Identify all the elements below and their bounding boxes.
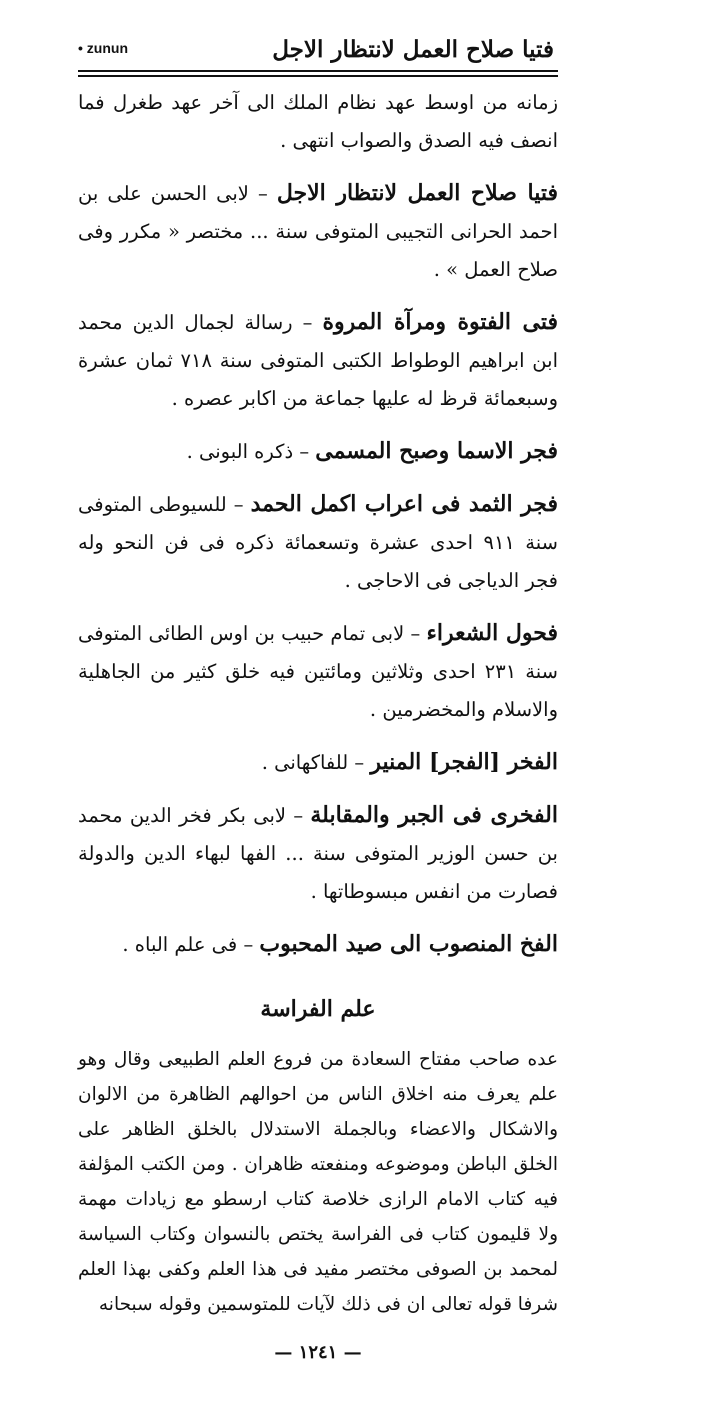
entry-text: – لابى الحسن على بن احمد الحرانى التجيبى المتوفى سنة ... مختصر « مكرر وفى صلاح العمل » . xyxy=(78,182,558,281)
entry xyxy=(78,925,558,964)
entry-headword: فتيا صلاح العمل لانتظار الاجل xyxy=(276,180,558,206)
entry xyxy=(78,796,558,911)
entry-text: – للسيوطى المتوفى سنة ٩١١ احدى عشرة وتسعمائة ذكره فى فن النحو وله فجر الدياجى فى الاحاجى . xyxy=(78,493,558,592)
entry-text: – رسالة لجمال الدين محمد ابن ابراهيم الوطواط الكتبى المتوفى سنة ٧١٨ ثمان عشرة وسبعمائة قرظ له عليها جماعة من اكابر عصره . xyxy=(78,311,558,410)
entry-text: – للفاكهانى . xyxy=(261,751,371,774)
section-title: علم الفراسة xyxy=(260,996,376,1022)
entry-text: – ذكره البونى . xyxy=(186,440,316,463)
entry-headword: الفخر [الفجر] المنير xyxy=(370,749,558,775)
header-rule-top xyxy=(78,70,558,72)
running-title: فتيا صلاح العمل لانتظار الاجل xyxy=(272,36,554,63)
entry-headword: الفخرى فى الجبر والمقابلة xyxy=(310,802,558,828)
header-rule-bottom xyxy=(78,75,558,77)
entry xyxy=(78,432,558,471)
continuation-paragraph: زمانه من اوسط عهد نظام الملك الى آخر عهد طغرل فما انصف فيه الصدق والصواب انتهى . xyxy=(78,91,558,152)
section-paragraph: عده صاحب مفتاح السعادة من فروع العلم الطبيعى وقال وهو علم يعرف منه اخلاق الناس من احوالهم الظاهرة من الالوان والاشكال والاعضاء وبالجملة الاستدلال بالخلق الظاهر على الخلق الباطن وموضوعه ومنفعته ظاهران . ومن الكتب المؤلفة فيه كتاب الامام الرازى خلاصة كتاب ارسطو مع زيادات مهمة ولا قليمون كتاب فى الفراسة يختص بالنسوان وكتاب السياسة لمحمد بن الصوفى مختصر مفيد فى هذا العلم وكفى بهذا العلم شرفا قوله تعالى ان فى ذلك لآيات للمتوسمين وقوله سبحانه xyxy=(78,1049,558,1315)
entry xyxy=(78,485,558,600)
page-number: — ١٢٤١ — xyxy=(274,1342,362,1363)
entry-headword: فجر الاسما وصبح المسمى xyxy=(315,438,558,464)
entry-text: – لابى بكر فخر الدين محمد بن حسن الوزير المتوفى سنة ... الفها لبهاء الدين والدولة فصارت من انفس مبسوطاتها . xyxy=(78,804,558,903)
entry-headword: فحول الشعراء xyxy=(426,620,558,646)
entry xyxy=(78,614,558,729)
entry xyxy=(78,174,558,289)
running-header xyxy=(78,30,558,74)
entry-headword: الفخ المنصوب الى صيد المحبوب xyxy=(259,931,558,957)
entry-headword: فجر الثمد فى اعراب اكمل الحمد xyxy=(250,491,558,517)
entry-headword: فتى الفتوة ومرآة المروة xyxy=(322,309,559,335)
entry-text: – لابى تمام حبيب بن اوس الطائى المتوفى سنة ٢٣١ احدى وثلاثين ومائتين فيه خلق كثير من الجاهلية والاسلام والمخضرمين . xyxy=(78,622,558,721)
entry-text: – فى علم الباه . xyxy=(122,933,260,956)
entry xyxy=(78,743,558,782)
header-left-mark: • zunun xyxy=(78,40,128,56)
page-body xyxy=(78,84,558,1322)
entry xyxy=(78,303,558,418)
book-page xyxy=(78,30,558,1370)
